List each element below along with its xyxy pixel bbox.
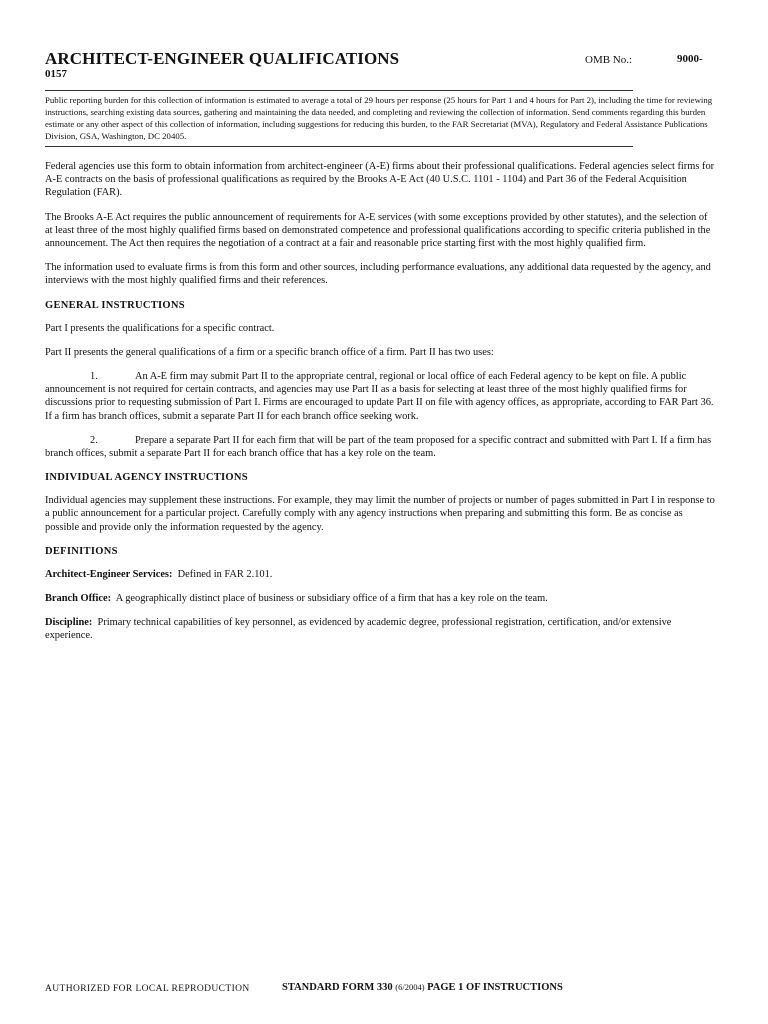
page-indicator: PAGE 1 OF INSTRUCTIONS (427, 982, 563, 993)
form-identifier (282, 982, 563, 993)
omb-label: OMB No.: (585, 54, 633, 66)
list-item-2-text: Prepare a separate Part II for each firm that will be part of the team proposed for a specific contract and submitted with Part I. If a firm has branch offices, submit a separate Part II for each branch office that has a key role on the team. (45, 434, 712, 460)
omb-number-part1: 9000- (677, 53, 703, 65)
page-title: ARCHITECT-ENGINEER QUALIFICATIONS (45, 49, 400, 68)
definition-text: Primary technical capabilities of key personnel, as evidenced by academic degree, professional registration, certification, and/or extensive experience. (45, 617, 672, 642)
list-item-1-text: An A-E firm may submit Part II to the appropriate central, regional or local office of each Federal agency to be kept on file. A public announcement is not required for certain contracts, and agencies may use Part II as a basis for selecting at least three of the most highly qualified firms for discussions prior to requesting submission of Part I. Firms are encouraged to update Part II on file with agency offices, as appropriate, according to FAR Part 36. If a firm has branch offices, submit a separate Part II for each branch office seeking work. (45, 371, 714, 422)
list-item-1-number: 1. (90, 371, 98, 383)
definition-architect-engineer-services (45, 568, 715, 581)
definitions-heading: DEFINITIONS (45, 545, 118, 557)
general-instructions-heading: GENERAL INSTRUCTIONS (45, 299, 185, 311)
intro-paragraph-3: The information used to evaluate firms is from this form and other sources, including performance evaluations, any additional data requested by the agency, and interviews with the most highly qualified firms and their references. (45, 262, 711, 287)
list-item-2-number: 2. (90, 434, 98, 446)
intro-paragraph-1: Federal agencies use this form to obtain information from architect-engineer (A-E) firms about their professional qualifications. Federal agencies select firms for A-E contracts on the basis of professional qualifications as required by the Brooks A-E Act (40 U.S.C. 1101 - 1104) and Part 36 of the Federal Acquisition Regulation (FAR). (45, 161, 715, 199)
definition-text: A geographically distinct place of business or subsidiary office of a firm that has a key role on the team. (115, 593, 548, 605)
definition-term: Discipline: (45, 617, 93, 629)
footer (45, 982, 745, 998)
form-name: STANDARD FORM 330 (282, 982, 393, 993)
general-paragraph-1: Part I presents the qualifications for a specific contract. (45, 322, 275, 334)
agency-instructions-heading: INDIVIDUAL AGENCY INSTRUCTIONS (45, 472, 248, 484)
burden-statement: Public reporting burden for this collection of information is estimated to average a total of 29 hours per response (25 hours for Part 1 and 4 hours for Part 2), including the time for reviewing instructions, searching existing data sources, gathering and maintaining the data needed, and completing and reviewing the collection of information. Send comments regarding this burden estimate or any other aspect of this collection of information, including suggestions for reducing this burden, to the FAR Secretariat (MVA), Regulatory and Federal Assistance Publications Division, GSA, Washington, DC 20405. (45, 95, 713, 141)
definition-branch-office (45, 592, 715, 605)
divider-bottom (45, 146, 633, 147)
definition-term: Architect-Engineer Services: (45, 568, 173, 580)
general-paragraph-2: Part II presents the general qualifications of a firm or a specific branch office of a firm. Part II has two uses: (45, 346, 494, 358)
definition-term: Branch Office: (45, 593, 112, 605)
document-page (45, 45, 715, 643)
divider-top (45, 90, 633, 91)
agency-paragraph: Individual agencies may supplement these instructions. For example, they may limit the number of projects or number of pages submitted in Part I in response to a public announcement for a particular project. Carefully comply with any agency instructions when preparing and submitting this form. Be as concise as possible and provide only the information requested by the agency. (45, 495, 715, 533)
reproduction-notice: AUTHORIZED FOR LOCAL REPRODUCTION (45, 984, 250, 994)
omb-number-part2: 0157 (45, 68, 67, 80)
general-list-item-2 (45, 434, 715, 460)
general-list-item-1 (45, 370, 715, 423)
header (45, 45, 715, 67)
definition-text: Defined in FAR 2.101. (177, 568, 273, 580)
definition-discipline (45, 616, 715, 642)
intro-paragraph-2: The Brooks A-E Act requires the public announcement of requirements for A-E services (with some exceptions provided by other statutes), and the selection of at least three of the most highly qualified firms based on demonstrated competence and professional qualifications according to specific criteria published in the announcement. The Act then requires the negotiation of a contract at a fair and reasonable price starting first with the most highly qualified firm. (45, 211, 711, 250)
form-date: (6/2004) (395, 982, 425, 992)
